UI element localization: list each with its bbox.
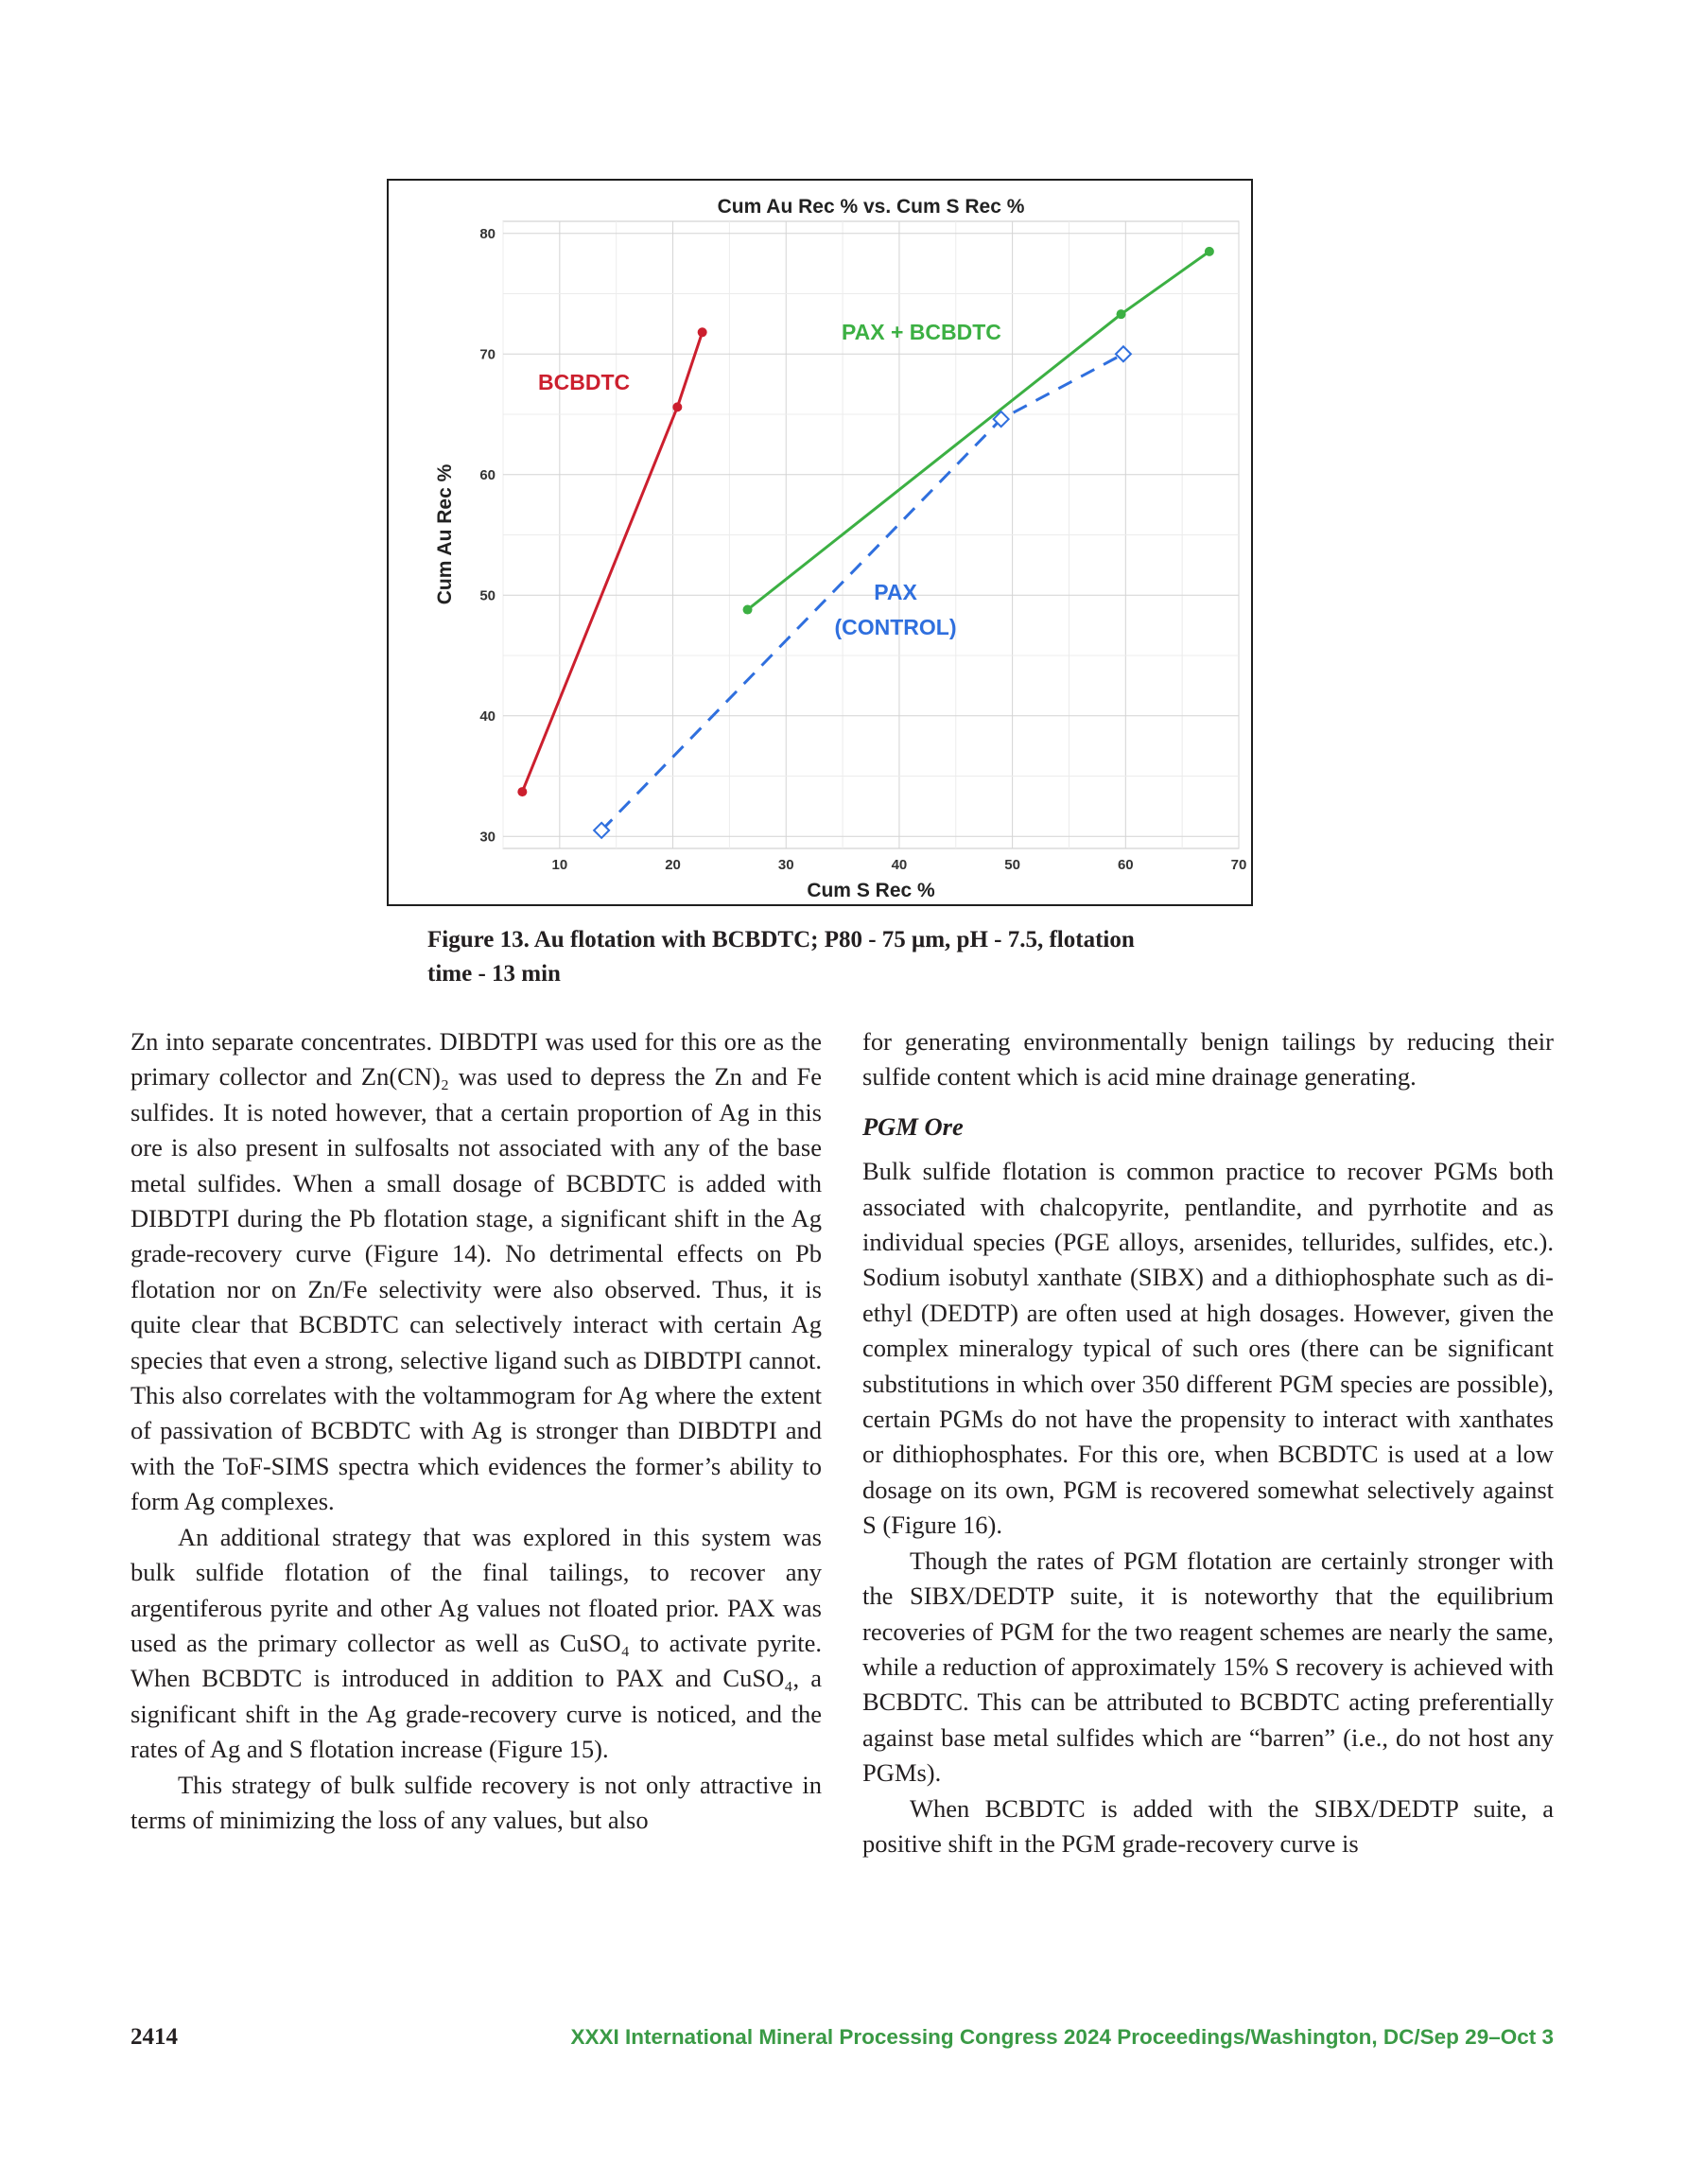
chart-cum-au-vs-cum-s: [389, 181, 1251, 904]
x-tick-label: 40: [891, 857, 908, 873]
figure-caption: [427, 923, 1260, 991]
data-point: [1117, 309, 1126, 319]
y-tick-label: 50: [479, 587, 496, 604]
right-column: [862, 1024, 1554, 1861]
y-tick-label: 40: [479, 708, 496, 725]
annotation-pax-control-line2: (CONTROL): [834, 615, 957, 639]
chart-title: Cum Au Rec % vs. Cum S Rec %: [717, 196, 1025, 218]
x-tick-label: 10: [551, 857, 568, 873]
y-tick-label: 30: [479, 829, 496, 846]
data-point: [517, 787, 527, 796]
x-tick-label: 60: [1117, 857, 1134, 873]
right-paragraph-1: Bulk sulfide flotation is common practice to recover PGMs both associated with chalcopyrite, pentlandite, and pyrrhotite and as individual species (PGE alloys, arsenides, tellurides, sulfides, etc.). Sodium isobutyl xanthate (SIBX) and a dithiophosphate such as di-ethyl (DEDTP) are often used at high dosages. However, given the complex mineralogy typical of such ores (there can be significant substitutions in which over 350 different PGM species are possible), certain PGMs do not have the propensity to interact with xanthates or dithiophosphates. For this ore, when BCBDTC is used at a low dosage on its own, PGM is recovered somewhat selectively against S (Figure 16).: [862, 1157, 1554, 1540]
y-tick-label: 70: [479, 346, 496, 363]
x-tick-label: 70: [1230, 857, 1247, 873]
data-point: [743, 605, 753, 615]
page-number: 2414: [130, 2024, 178, 2050]
annotation-pax-bcbdtc: PAX + BCBDTC: [842, 320, 1001, 344]
left-paragraph-1: Zn into separate concentrates. DIBDTPI was used for this ore as the primary collector and Zn(CN)₂ was used to depress the Zn and Fe sulfides. It is noted however, that a certain proportion of Ag in this ore is also present in sulfosalts not associated with any of the base metal sulfides. When a small dosage of BCBDTC is added with DIBDTPI during the Pb flotation stage, a significant shift in the Ag grade-recovery curve (Figure 14). No detrimental effects on Pb flotation nor on Zn/Fe selectivity were also observed. Thus, it is quite clear that BCBDTC can selectively interact with certain Ag species that even a strong, selective ligand such as DIBDTPI cannot. This also correlates with the voltammogram for Ag where the extent of passivation of BCBDTC with Ag is stronger than DIBDTPI and with the ToF-SIMS spectra which evidences the former’s ability to form Ag complexes.: [130, 1027, 822, 1516]
x-axis-label: Cum S Rec %: [807, 880, 935, 901]
data-point: [672, 402, 682, 411]
caption-line-1: Figure 13. Au flotation with BCBDTC; P80 - 75 μm, pH - 7.5, flotation: [427, 927, 1135, 952]
conference-footer: XXXI International Mineral Processing Congress 2024 Proceedings/Washington, DC/Sep 29–Oct 3: [570, 2025, 1554, 2049]
left-paragraph-2: An additional strategy that was explored in this system was bulk sulfide flotation of the final tailings, to recover any argentiferous pyrite and other Ag values not floated prior. PAX was used as the primary collector as well as CuSO₄ to activate pyrite. When BCBDTC is introduced in addition to PAX and CuSO₄, a significant shift in the Ag grade-recovery curve is noticed, and the rates of Ag and S flotation increase (Figure 15).: [130, 1522, 822, 1764]
right-paragraph-3: When BCBDTC is added with the SIBX/DEDTP suite, a positive shift in the PGM grade-recovery curve is: [862, 1793, 1554, 1858]
right-paragraph-2: Though the rates of PGM flotation are certainly stronger with the SIBX/DEDTP suite, it is noteworthy that the equilibrium recoveries of PGM for the two reagent schemes are nearly the same, while a reduction of approximately 15% S recovery is achieved with BCBDTC. This can be attributed to BCBDTC acting preferentially against base metal sulfides which are “barren” (i.e., do not host any PGMs).: [862, 1546, 1554, 1788]
x-tick-label: 50: [1004, 857, 1020, 873]
data-point: [1205, 247, 1214, 256]
caption-line-2: time - 13 min: [427, 961, 561, 987]
annotation-pax-control-line1: PAX: [874, 580, 917, 604]
y-tick-label: 60: [479, 466, 496, 483]
annotation-bcbdtc: BCBDTC: [538, 370, 631, 394]
section-heading-pgm-ore: PGM Ore: [862, 1111, 964, 1141]
x-tick-label: 20: [665, 857, 681, 873]
y-axis-label: Cum Au Rec %: [434, 463, 456, 605]
figure-13: [387, 179, 1253, 906]
left-paragraph-3: This strategy of bulk sulfide recovery is not only attractive in terms of minimizing the loss of any values, but also: [130, 1770, 822, 1834]
y-tick-label: 80: [479, 225, 496, 242]
data-point: [698, 327, 707, 337]
left-column: [130, 1024, 822, 1838]
right-paragraph-intro: for generating environmentally benign tailings by reducing their sulfide content which is acid mine drainage generating.: [862, 1027, 1554, 1092]
x-tick-label: 30: [777, 857, 794, 873]
